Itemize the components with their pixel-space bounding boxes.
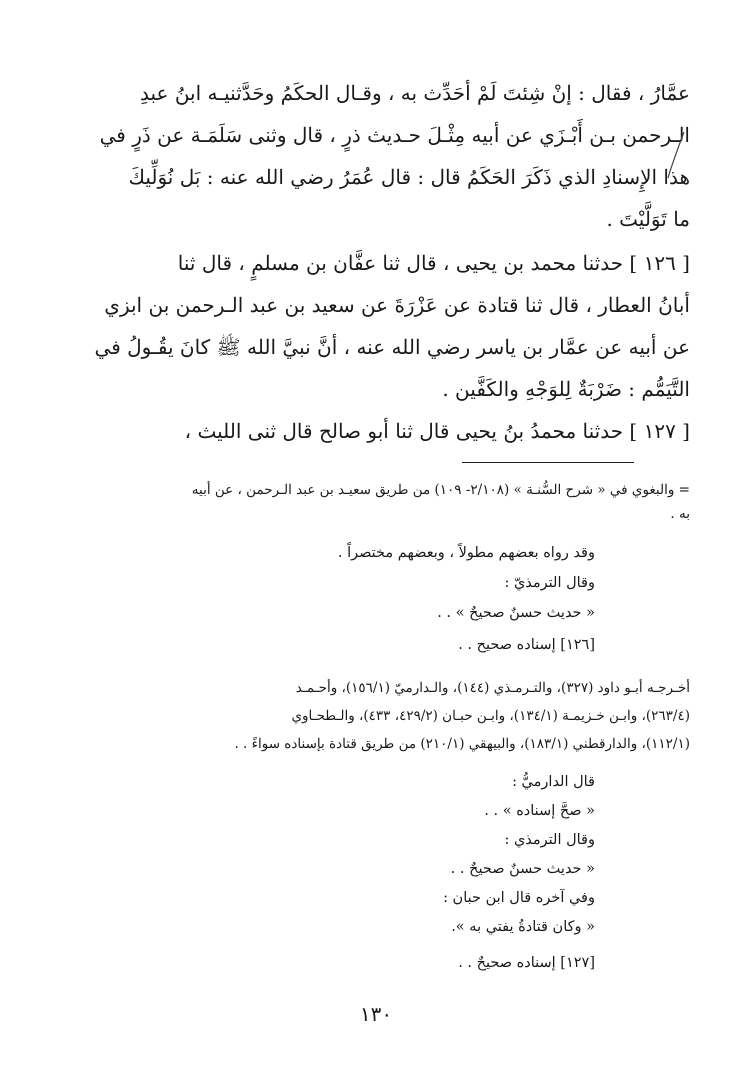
hadith-126	[60, 242, 690, 410]
main-line: التَّيَمُّم : ضَرْبَةٌ لِلوَجْهِ والكَفَّين .	[442, 377, 690, 401]
page-number: ١٣٠	[359, 1002, 393, 1026]
footnote-line: وقد رواه بعضهم مطولاً ، وبعضهم مختصراً .	[337, 545, 595, 561]
footnote-line: قال الدارميُّ :	[512, 774, 595, 790]
footnote-line: أخـرجـه أبـو داود (٣٢٧)، والتـرمـذي (١٤٤)، والـدارميّ (١٥٦/١)، وأحـمـد	[295, 680, 690, 696]
footnote-line: وفي آخره قال ابن حبان :	[443, 890, 595, 906]
main-line: هذا الإِسنادِ الذي ذَكَرَ الحَكَمُ قال : قال عُمَرُ رضي الله عنه : بَل نُوَلِّيكَ	[128, 165, 690, 189]
main-text-block-1	[60, 72, 690, 240]
hadith-127	[60, 410, 690, 452]
footnote-line: [١٢٧] إسناده صحيحٌ . .	[458, 955, 595, 971]
footnote-126	[60, 630, 595, 660]
footnote-line: « وكان قتادةُ يفتي به ».	[451, 919, 595, 935]
footnote-takhrij	[60, 674, 690, 758]
main-line: ما تَوَلَّيْتَ .	[606, 207, 690, 231]
main-line: [ ١٢٦ ] حدثنا محمد بن يحيى ، قال ثنا عفَّان بن مسلمٍ ، قال ثنا	[177, 251, 690, 275]
main-line: الـرحمن بـن أَبْـزَي عن أبيه مِثْـلَ حـديث ذرٍ ، قال وثنى سَلَمَـة عن ذَرٍ في	[99, 123, 690, 147]
footnote-line: وقال الترمذيّ :	[504, 575, 595, 591]
footnote-tirmidhi-comment	[60, 538, 595, 628]
main-line: عن أبيه عن عمَّار بن ياسر رضي الله عنه ، أنَّ نبيَّ الله ﷺ كانَ يقُـولُ في	[94, 335, 690, 359]
footnote-line: « حديث حسنٌ صحيحٌ . .	[450, 861, 595, 877]
footnote-separator	[462, 462, 634, 463]
footnote-line: (١١٢/١)، والدارقطني (١٨٣/١)، والبيهقي (٢١٠/١) من طريق قتادة بإسناده سواءً . .	[234, 736, 690, 752]
main-line: أبانُ العطار ، قال ثنا قتادة عن عَزْرَةَ عن سعيد بن عبد الـرحمن بن ابزي	[104, 293, 690, 317]
main-line: [ ١٢٧ ] حدثنا محمدُ بنُ يحيى قال ثنا أبو صالح قال ثنى الليث ،	[184, 419, 690, 443]
footnote-continuation	[60, 478, 690, 526]
footnote-commentary	[60, 768, 595, 942]
margin-pen-mark	[664, 130, 692, 180]
footnote-127	[60, 948, 595, 978]
footnote-line: [١٢٦] إسناده صحيح . .	[458, 637, 595, 653]
footnote-line: = والبغوي في « شرح السُّنـة » (٢/١٠٨- ١٠٩) من طريق سعيـد بن عبد الـرحمن ، عن أبيه	[191, 482, 690, 498]
footnote-line: وقال الترمذي :	[504, 832, 595, 848]
footnote-line: (٢٦٣/٤)، وابـن خـزيمـة (١٣٤/١)، وابـن حبـان (٤٢٩/٢، ٤٣٣)، والـطحـاوي	[291, 708, 690, 724]
main-line: عمَّارُ ، فقال : إنْ شِئتَ لَمْ أحَدِّث به ، وقـال الحكَمُ وحَدَّثنيـه ابنُ عبدِ	[140, 81, 690, 105]
footnote-line: « حديث حسنٌ صحيحٌ » . .	[437, 605, 595, 621]
footnote-line: « صحَّ إسناده » . .	[484, 803, 595, 819]
footnote-line: به .	[670, 506, 690, 522]
